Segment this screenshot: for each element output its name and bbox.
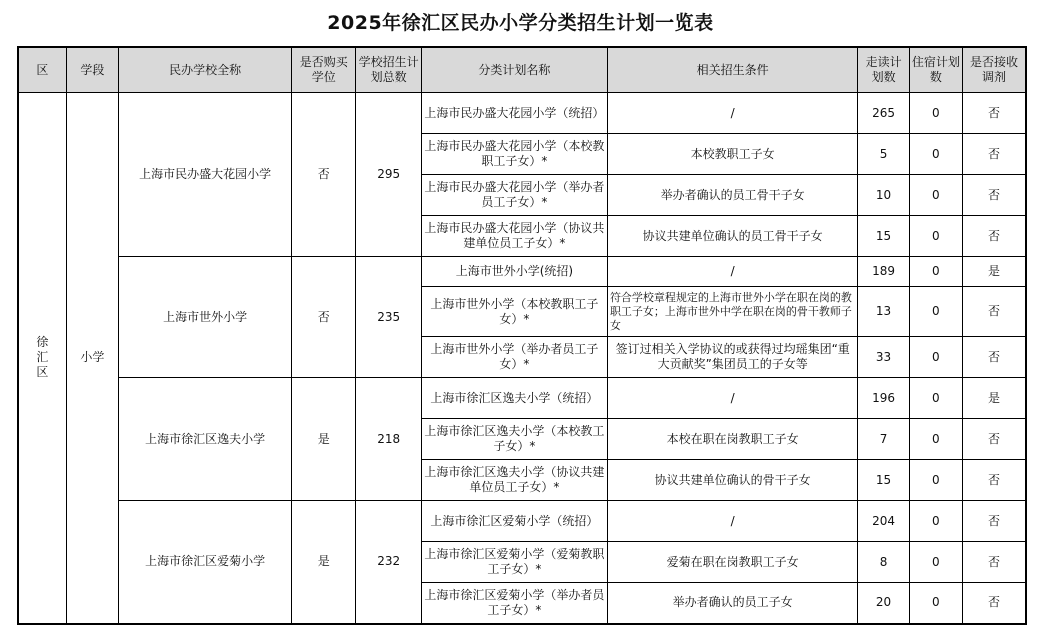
board-plan-cell: 0 <box>909 419 962 460</box>
board-plan-cell: 0 <box>909 287 962 337</box>
header-school-name: 民办学校全称 <box>119 47 292 93</box>
condition-cell: 签订过相关入学协议的或获得过均瑶集团“重大贡献奖”集团员工的子女等 <box>607 337 857 378</box>
plan-name-cell: 上海市世外小学（本校教职工子女）* <box>421 287 607 337</box>
board-plan-cell: 0 <box>909 93 962 134</box>
day-plan-cell: 265 <box>858 93 909 134</box>
day-plan-cell: 5 <box>858 134 909 175</box>
header-district: 区 <box>18 47 66 93</box>
adjust-cell: 否 <box>963 542 1026 583</box>
header-board-plan: 住宿计划数 <box>909 47 962 93</box>
table-row <box>18 501 1026 542</box>
plan-name-cell: 上海市徐汇区逸夫小学（协议共建单位员工子女）* <box>421 460 607 501</box>
buy-seat-cell: 是 <box>292 501 356 624</box>
plan-name-cell: 上海市徐汇区爱菊小学（爱菊教职工子女）* <box>421 542 607 583</box>
header-plan-name: 分类计划名称 <box>421 47 607 93</box>
plan-name-cell: 上海市徐汇区爱菊小学（统招） <box>421 501 607 542</box>
school-name-cell: 上海市民办盛大花园小学 <box>119 93 292 257</box>
adjust-cell: 否 <box>963 216 1026 257</box>
buy-seat-cell: 否 <box>292 93 356 257</box>
total-plan-cell: 232 <box>356 501 421 624</box>
day-plan-cell: 20 <box>858 583 909 624</box>
adjust-cell: 否 <box>963 337 1026 378</box>
board-plan-cell: 0 <box>909 542 962 583</box>
plan-name-cell: 上海市民办盛大花园小学（统招） <box>421 93 607 134</box>
table-row <box>18 257 1026 287</box>
plan-name-cell: 上海市徐汇区逸夫小学（统招） <box>421 378 607 419</box>
adjust-cell: 是 <box>963 257 1026 287</box>
adjust-cell: 否 <box>963 583 1026 624</box>
plan-name-cell: 上海市世外小学(统招) <box>421 257 607 287</box>
condition-cell: 协议共建单位确认的骨干子女 <box>607 460 857 501</box>
board-plan-cell: 0 <box>909 501 962 542</box>
day-plan-cell: 33 <box>858 337 909 378</box>
adjust-cell: 否 <box>963 93 1026 134</box>
buy-seat-cell: 是 <box>292 378 356 501</box>
condition-cell: 符合学校章程规定的上海市世外小学在职在岗的教职工子女；上海市世外中学在职在岗的骨干教师子女 <box>607 287 857 337</box>
condition-cell: 举办者确认的员工子女 <box>607 583 857 624</box>
plan-name-cell: 上海市民办盛大花园小学（举办者员工子女）* <box>421 175 607 216</box>
board-plan-cell: 0 <box>909 460 962 501</box>
adjust-cell: 是 <box>963 378 1026 419</box>
adjust-cell: 否 <box>963 501 1026 542</box>
school-name-cell: 上海市徐汇区爱菊小学 <box>119 501 292 624</box>
plan-name-cell: 上海市世外小学（举办者员工子女）* <box>421 337 607 378</box>
adjust-cell: 否 <box>963 175 1026 216</box>
day-plan-cell: 15 <box>858 216 909 257</box>
adjust-cell: 否 <box>963 134 1026 175</box>
condition-cell: / <box>607 501 857 542</box>
condition-cell: / <box>607 93 857 134</box>
board-plan-cell: 0 <box>909 583 962 624</box>
condition-cell: 爱菊在职在岗教职工子女 <box>607 542 857 583</box>
plan-name-cell: 上海市民办盛大花园小学（协议共建单位员工子女）* <box>421 216 607 257</box>
header-row <box>18 47 1026 93</box>
total-plan-cell: 218 <box>356 378 421 501</box>
day-plan-cell: 8 <box>858 542 909 583</box>
table-row <box>18 378 1026 419</box>
total-plan-cell: 235 <box>356 257 421 378</box>
board-plan-cell: 0 <box>909 257 962 287</box>
buy-seat-cell: 否 <box>292 257 356 378</box>
header-stage: 学段 <box>66 47 118 93</box>
adjust-cell: 否 <box>963 460 1026 501</box>
condition-cell: / <box>607 378 857 419</box>
condition-cell: 协议共建单位确认的员工骨干子女 <box>607 216 857 257</box>
board-plan-cell: 0 <box>909 175 962 216</box>
day-plan-cell: 13 <box>858 287 909 337</box>
condition-cell: 本校在职在岗教职工子女 <box>607 419 857 460</box>
day-plan-cell: 189 <box>858 257 909 287</box>
district-cell: 徐 汇 区 <box>18 93 66 624</box>
header-buy-seat: 是否购买学位 <box>292 47 356 93</box>
stage-cell: 小学 <box>66 93 118 624</box>
board-plan-cell: 0 <box>909 216 962 257</box>
table-row <box>18 93 1026 134</box>
header-total-plan: 学校招生计划总数 <box>356 47 421 93</box>
day-plan-cell: 10 <box>858 175 909 216</box>
header-adjust: 是否接收调剂 <box>963 47 1026 93</box>
condition-cell: / <box>607 257 857 287</box>
condition-cell: 举办者确认的员工骨干子女 <box>607 175 857 216</box>
board-plan-cell: 0 <box>909 337 962 378</box>
plan-name-cell: 上海市民办盛大花园小学（本校教职工子女）* <box>421 134 607 175</box>
school-name-cell: 上海市徐汇区逸夫小学 <box>119 378 292 501</box>
board-plan-cell: 0 <box>909 134 962 175</box>
total-plan-cell: 295 <box>356 93 421 257</box>
day-plan-cell: 15 <box>858 460 909 501</box>
adjust-cell: 否 <box>963 287 1026 337</box>
plan-name-cell: 上海市徐汇区逸夫小学（本校教工子女）* <box>421 419 607 460</box>
page-title: 2025年徐汇区民办小学分类招生计划一览表 <box>327 12 714 34</box>
header-conditions: 相关招生条件 <box>607 47 857 93</box>
school-name-cell: 上海市世外小学 <box>119 257 292 378</box>
header-day-plan: 走读计划数 <box>858 47 909 93</box>
day-plan-cell: 7 <box>858 419 909 460</box>
board-plan-cell: 0 <box>909 378 962 419</box>
condition-cell: 本校教职工子女 <box>607 134 857 175</box>
enrollment-table <box>17 46 1027 625</box>
plan-name-cell: 上海市徐汇区爱菊小学（举办者员工子女）* <box>421 583 607 624</box>
day-plan-cell: 196 <box>858 378 909 419</box>
day-plan-cell: 204 <box>858 501 909 542</box>
adjust-cell: 否 <box>963 419 1026 460</box>
